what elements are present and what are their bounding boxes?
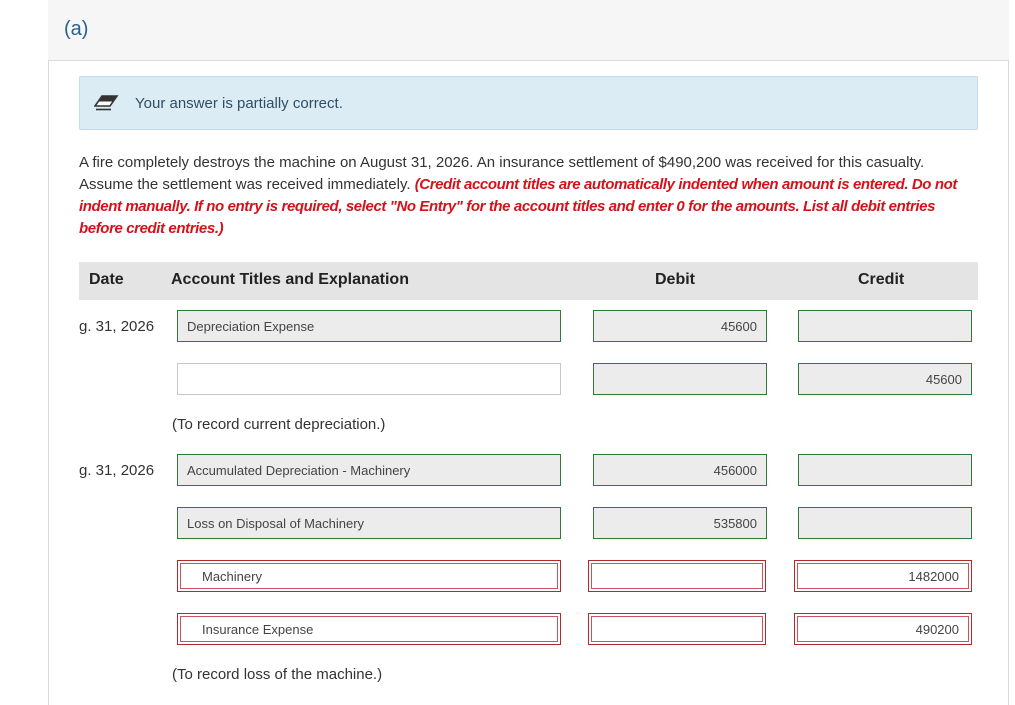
entry2-row2-debit[interactable]: 535800 <box>593 507 767 539</box>
entry1-row1-debit[interactable]: 45600 <box>593 310 767 342</box>
entry2-row4-account[interactable]: Insurance Expense <box>177 613 561 645</box>
entry2-row4-credit[interactable]: 490200 <box>794 613 972 645</box>
header-date: Date <box>89 271 124 288</box>
part-header <box>48 0 1009 61</box>
question-text <box>79 152 979 240</box>
entry1-row2-account[interactable] <box>177 363 561 395</box>
entry2-row2-credit[interactable] <box>798 507 972 539</box>
header-account: Account Titles and Explanation <box>171 271 409 288</box>
entry2-row2-account[interactable]: Loss on Disposal of Machinery <box>177 507 561 539</box>
entry1-note: (To record current depreciation.) <box>172 416 386 433</box>
entry1-row1-account[interactable]: Depreciation Expense <box>177 310 561 342</box>
feedback-message: Your answer is partially correct. <box>135 95 343 112</box>
journal-table-header <box>79 262 978 300</box>
entry2-row3-credit[interactable]: 1482000 <box>794 560 972 592</box>
entry2-row4-debit[interactable] <box>588 613 766 645</box>
part-label: (a) <box>64 18 89 40</box>
entry2-row1-account[interactable]: Accumulated Depreciation - Machinery <box>177 454 561 486</box>
entry2-row3-account[interactable]: Machinery <box>177 560 561 592</box>
feedback-banner <box>79 76 978 130</box>
entry1-date: g. 31, 2026 <box>79 318 155 335</box>
pencil-eraser-icon <box>94 93 120 113</box>
question-instructions: (Credit account titles are automatically indented when amount is entered. Do not indent manually. If no entry is required, select "No Entry" for the account titles and enter 0 for the amounts. List all debit entries before credit entries.) <box>79 176 957 237</box>
header-debit: Debit <box>655 271 695 288</box>
entry2-date: g. 31, 2026 <box>79 462 155 479</box>
entry2-note: (To record loss of the machine.) <box>172 666 383 683</box>
entry2-row1-credit[interactable] <box>798 454 972 486</box>
entry1-row1-credit[interactable] <box>798 310 972 342</box>
entry1-row2-credit[interactable]: 45600 <box>798 363 972 395</box>
question-body: A fire completely destroys the machine on August 31, 2026. An insurance settlement of $490,200 was received for this casualty. Assume the settlement was received immediately. <box>79 154 925 193</box>
entry2-row1-debit[interactable]: 456000 <box>593 454 767 486</box>
entry1-row2-debit[interactable] <box>593 363 767 395</box>
entry2-row3-debit[interactable] <box>588 560 766 592</box>
header-credit: Credit <box>858 271 905 288</box>
